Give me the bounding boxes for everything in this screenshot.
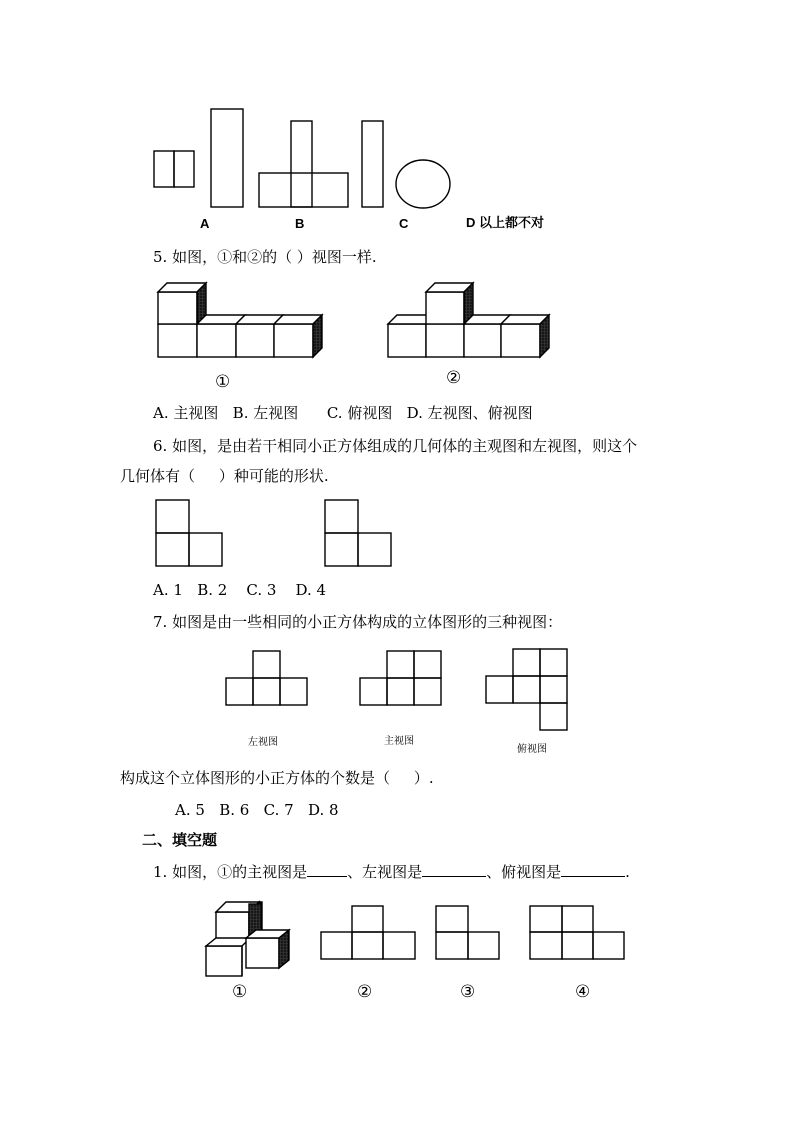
q4-label-a: A bbox=[200, 216, 210, 231]
fill1-mid1: 、左视图是 bbox=[347, 863, 423, 881]
q6-stem-line1: 6. 如图，是由若干相同小正方体组成的几何体的主观图和左视图，则这个 bbox=[153, 437, 638, 455]
fill1-mid2: 、俯视图是 bbox=[486, 863, 562, 881]
fill1-prefix: 1. 如图，①的主视图是 bbox=[153, 863, 308, 881]
fill1-fig-label-3: ③ bbox=[460, 982, 476, 1002]
q6-options: A. 1 B. 2 C. 3 D. 4 bbox=[153, 581, 327, 599]
q7-view-label-main: 主视图 bbox=[384, 736, 414, 747]
fill1-fig-label-2: ② bbox=[357, 982, 373, 1002]
q5-options: A. 主视图 B. 左视图 C. 俯视图 D. 左视图、俯视图 bbox=[153, 404, 533, 422]
q7-view-label-left: 左视图 bbox=[248, 737, 278, 748]
q5-fig-label-1: ① bbox=[215, 372, 231, 392]
q5-stem: 5. 如图，①和②的（ ）视图一样. bbox=[153, 248, 377, 266]
q7-view-label-top: 俯视图 bbox=[517, 744, 547, 755]
q7-question: 构成这个立体图形的小正方体的个数是（ ）. bbox=[120, 769, 434, 787]
fill1-fig-label-4: ④ bbox=[575, 982, 591, 1002]
q4-label-b: B bbox=[295, 216, 305, 231]
q4-label-d: D 以上都不对 bbox=[466, 215, 545, 230]
q4-label-c: C bbox=[399, 216, 409, 231]
q7-stem: 7. 如图是由一些相同的小正方体构成的立体图形的三种视图： bbox=[153, 613, 563, 631]
q7-options: A. 5 B. 6 C. 7 D. 8 bbox=[175, 801, 339, 819]
q6-stem-line2: 几何体有（ ）种可能的形状. bbox=[120, 467, 329, 485]
fill1-end: . bbox=[625, 863, 630, 881]
q5-fig-label-2: ② bbox=[446, 368, 462, 388]
section-title-fill-blanks: 二、填空题 bbox=[142, 831, 218, 849]
fill1-fig-label-1: ① bbox=[232, 982, 248, 1002]
